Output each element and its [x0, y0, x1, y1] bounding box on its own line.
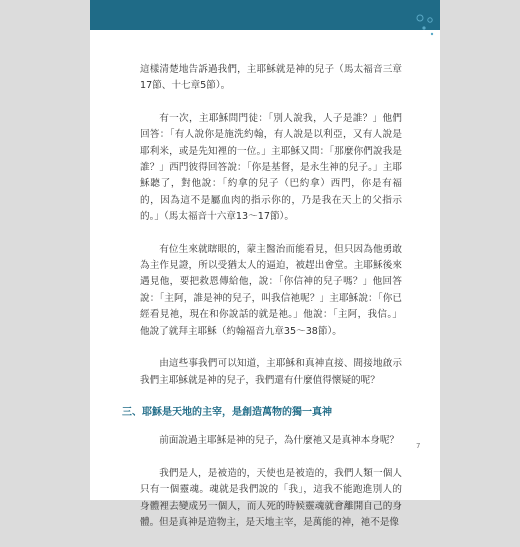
paragraph: 這樣清楚地告訴過我們，主耶穌就是神的兒子（馬太福音三章17節、十七章5節）。	[140, 64, 402, 92]
paragraph: 有位生來就瞎眼的，蒙主醫治而能看見，但只因為他勇敢為主作見證，所以受猶太人的逼迫，被趕出會堂。主耶穌後來遇見他，要把救恩傳給他，說：「你信神的兒子嗎？」他回答說：「主阿，誰是神的兒子，叫我信祂呢？」主耶穌說：「你已經看見祂，現在和你說話的就是祂。」他說：「主阿，我信。」他說了就拜主耶穌（約翰福音九章35～38節）。	[140, 243, 402, 337]
page-number: 7	[416, 442, 421, 450]
paragraph: 由這些事我們可以知道，主耶穌和真神直接、間接地啟示我們主耶穌就是神的兒子，我們還有什麼值得懷疑的呢？	[140, 358, 402, 386]
book-page	[90, 0, 440, 528]
paragraph: 有一次，主耶穌問門徒：「別人說我，人子是誰？」他們回答：「有人說你是施洗約翰，有人說是以利亞，又有人說是耶利米，或是先知裡的一位。」主耶穌又問：「那麼你們說我是誰？」西門彼得回答說：「你是基督，是永生神的兒子。」主耶穌聽了，對他說：「約拿的兒子（巴約拿）西門，你是有福的，因為這不是屬血肉的指示你的，乃是我在天上的父指示的。」（馬太福音十六章13～17節）。	[140, 112, 402, 223]
section-heading: 三、耶穌是天地的主宰，是創造萬物的獨一真神	[122, 406, 332, 418]
header-band	[90, 0, 440, 30]
paragraph: 前面說過主耶穌是神的兒子，為什麼祂又是真神本身呢？	[159, 435, 400, 447]
dots-decoration-icon	[408, 10, 438, 40]
page-content	[122, 62, 402, 547]
paragraph: 我們是人，是被造的，天使也是被造的，我們人類一個人只有一個靈魂。魂就是我們說的「我」，這我不能跑進別人的身體裡去變成另一個人，而人死的時候靈魂就會離開自己的身體。但是真神是造物主，是天地主宰，是萬能的神，祂不是像	[140, 467, 402, 528]
